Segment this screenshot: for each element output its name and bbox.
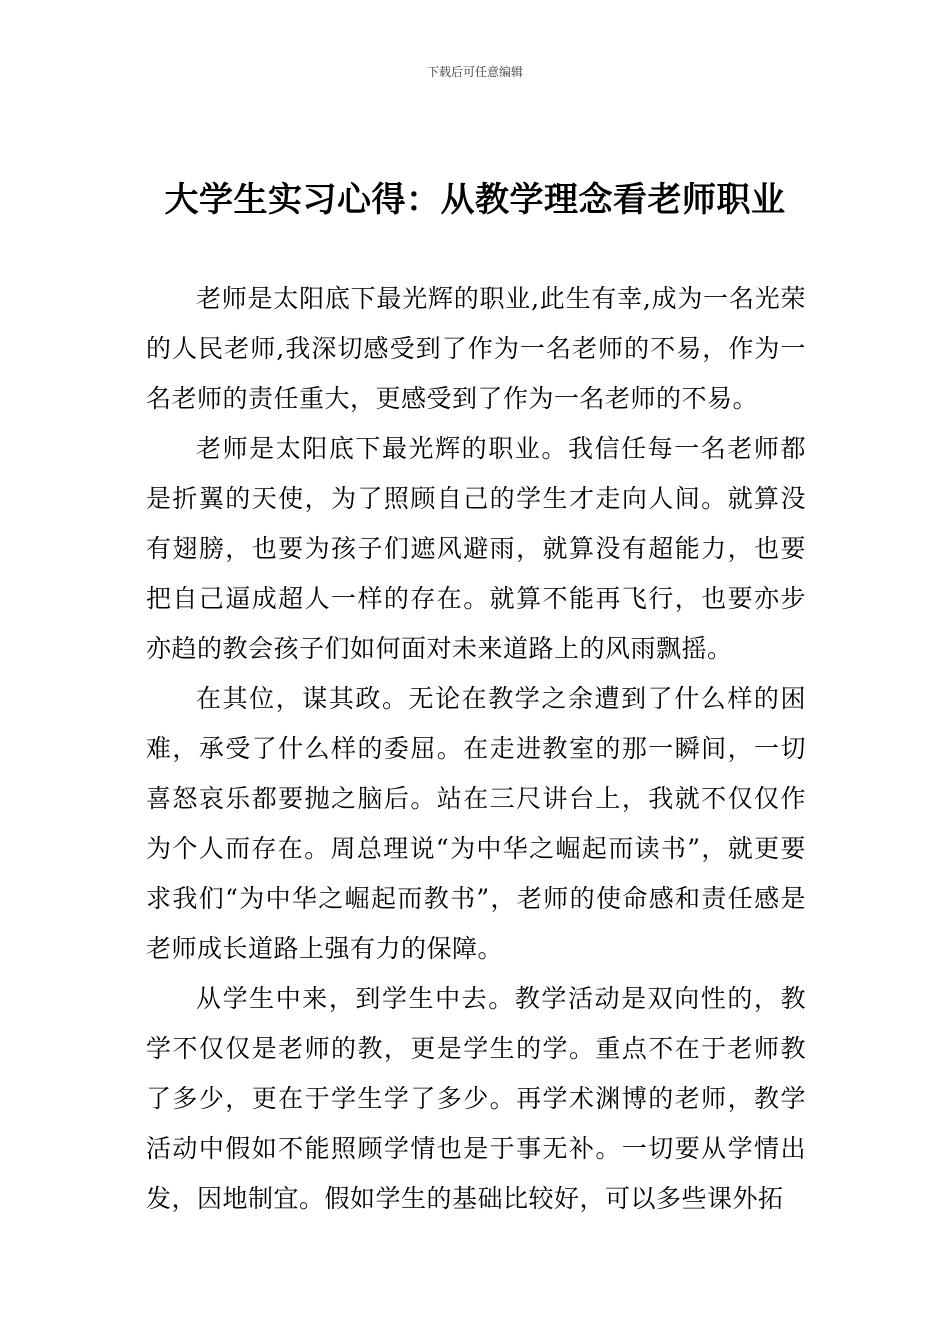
document-body [146,274,806,1224]
paragraph-3: 在其位，谋其政。无论在教学之余遭到了什么样的困难，承受了什么样的委屈。在走进教室的那一瞬间，一切喜怒哀乐都要抛之脑后。站在三尺讲台上，我就不仅仅作为个人而存在。周总理说“为中华之崛起而读书”，就更要求我们“为中华之崛起而教书”，老师的使命感和责任感是老师成长道路上强有力的保障。 [146,684,806,963]
paragraph-1: 老师是太阳底下最光辉的职业,此生有幸,成为一名光荣的人民老师,我深切感受到了作为一名老师的不易，作为一名老师的责任重大，更感受到了作为一名老师的不易。 [146,284,806,413]
paragraph-4: 从学生中来，到学生中去。教学活动是双向性的，教学不仅仅是老师的教，更是学生的学。重点不在于老师教了多少，更在于学生学了多少。再学术渊博的老师，教学活动中假如不能照顾学情也是于事无补。一切要从学情出发，因地制宜。假如学生的基础比较好，可以多些课外拓 [146,984,806,1213]
header-note: 下载后可任意编辑 [426,65,523,79]
paragraph-2: 老师是太阳底下最光辉的职业。我信任每一名老师都是折翼的天使，为了照顾自己的学生才走向人间。就算没有翅膀，也要为孩子们遮风避雨，就算没有超能力，也要把自己逼成超人一样的存在。就算不能再飞行，也要亦步亦趋的教会孩子们如何面对未来道路上的风雨飘摇。 [146,434,806,663]
document-title: 大学生实习心得：从教学理念看老师职业 [164,180,786,220]
